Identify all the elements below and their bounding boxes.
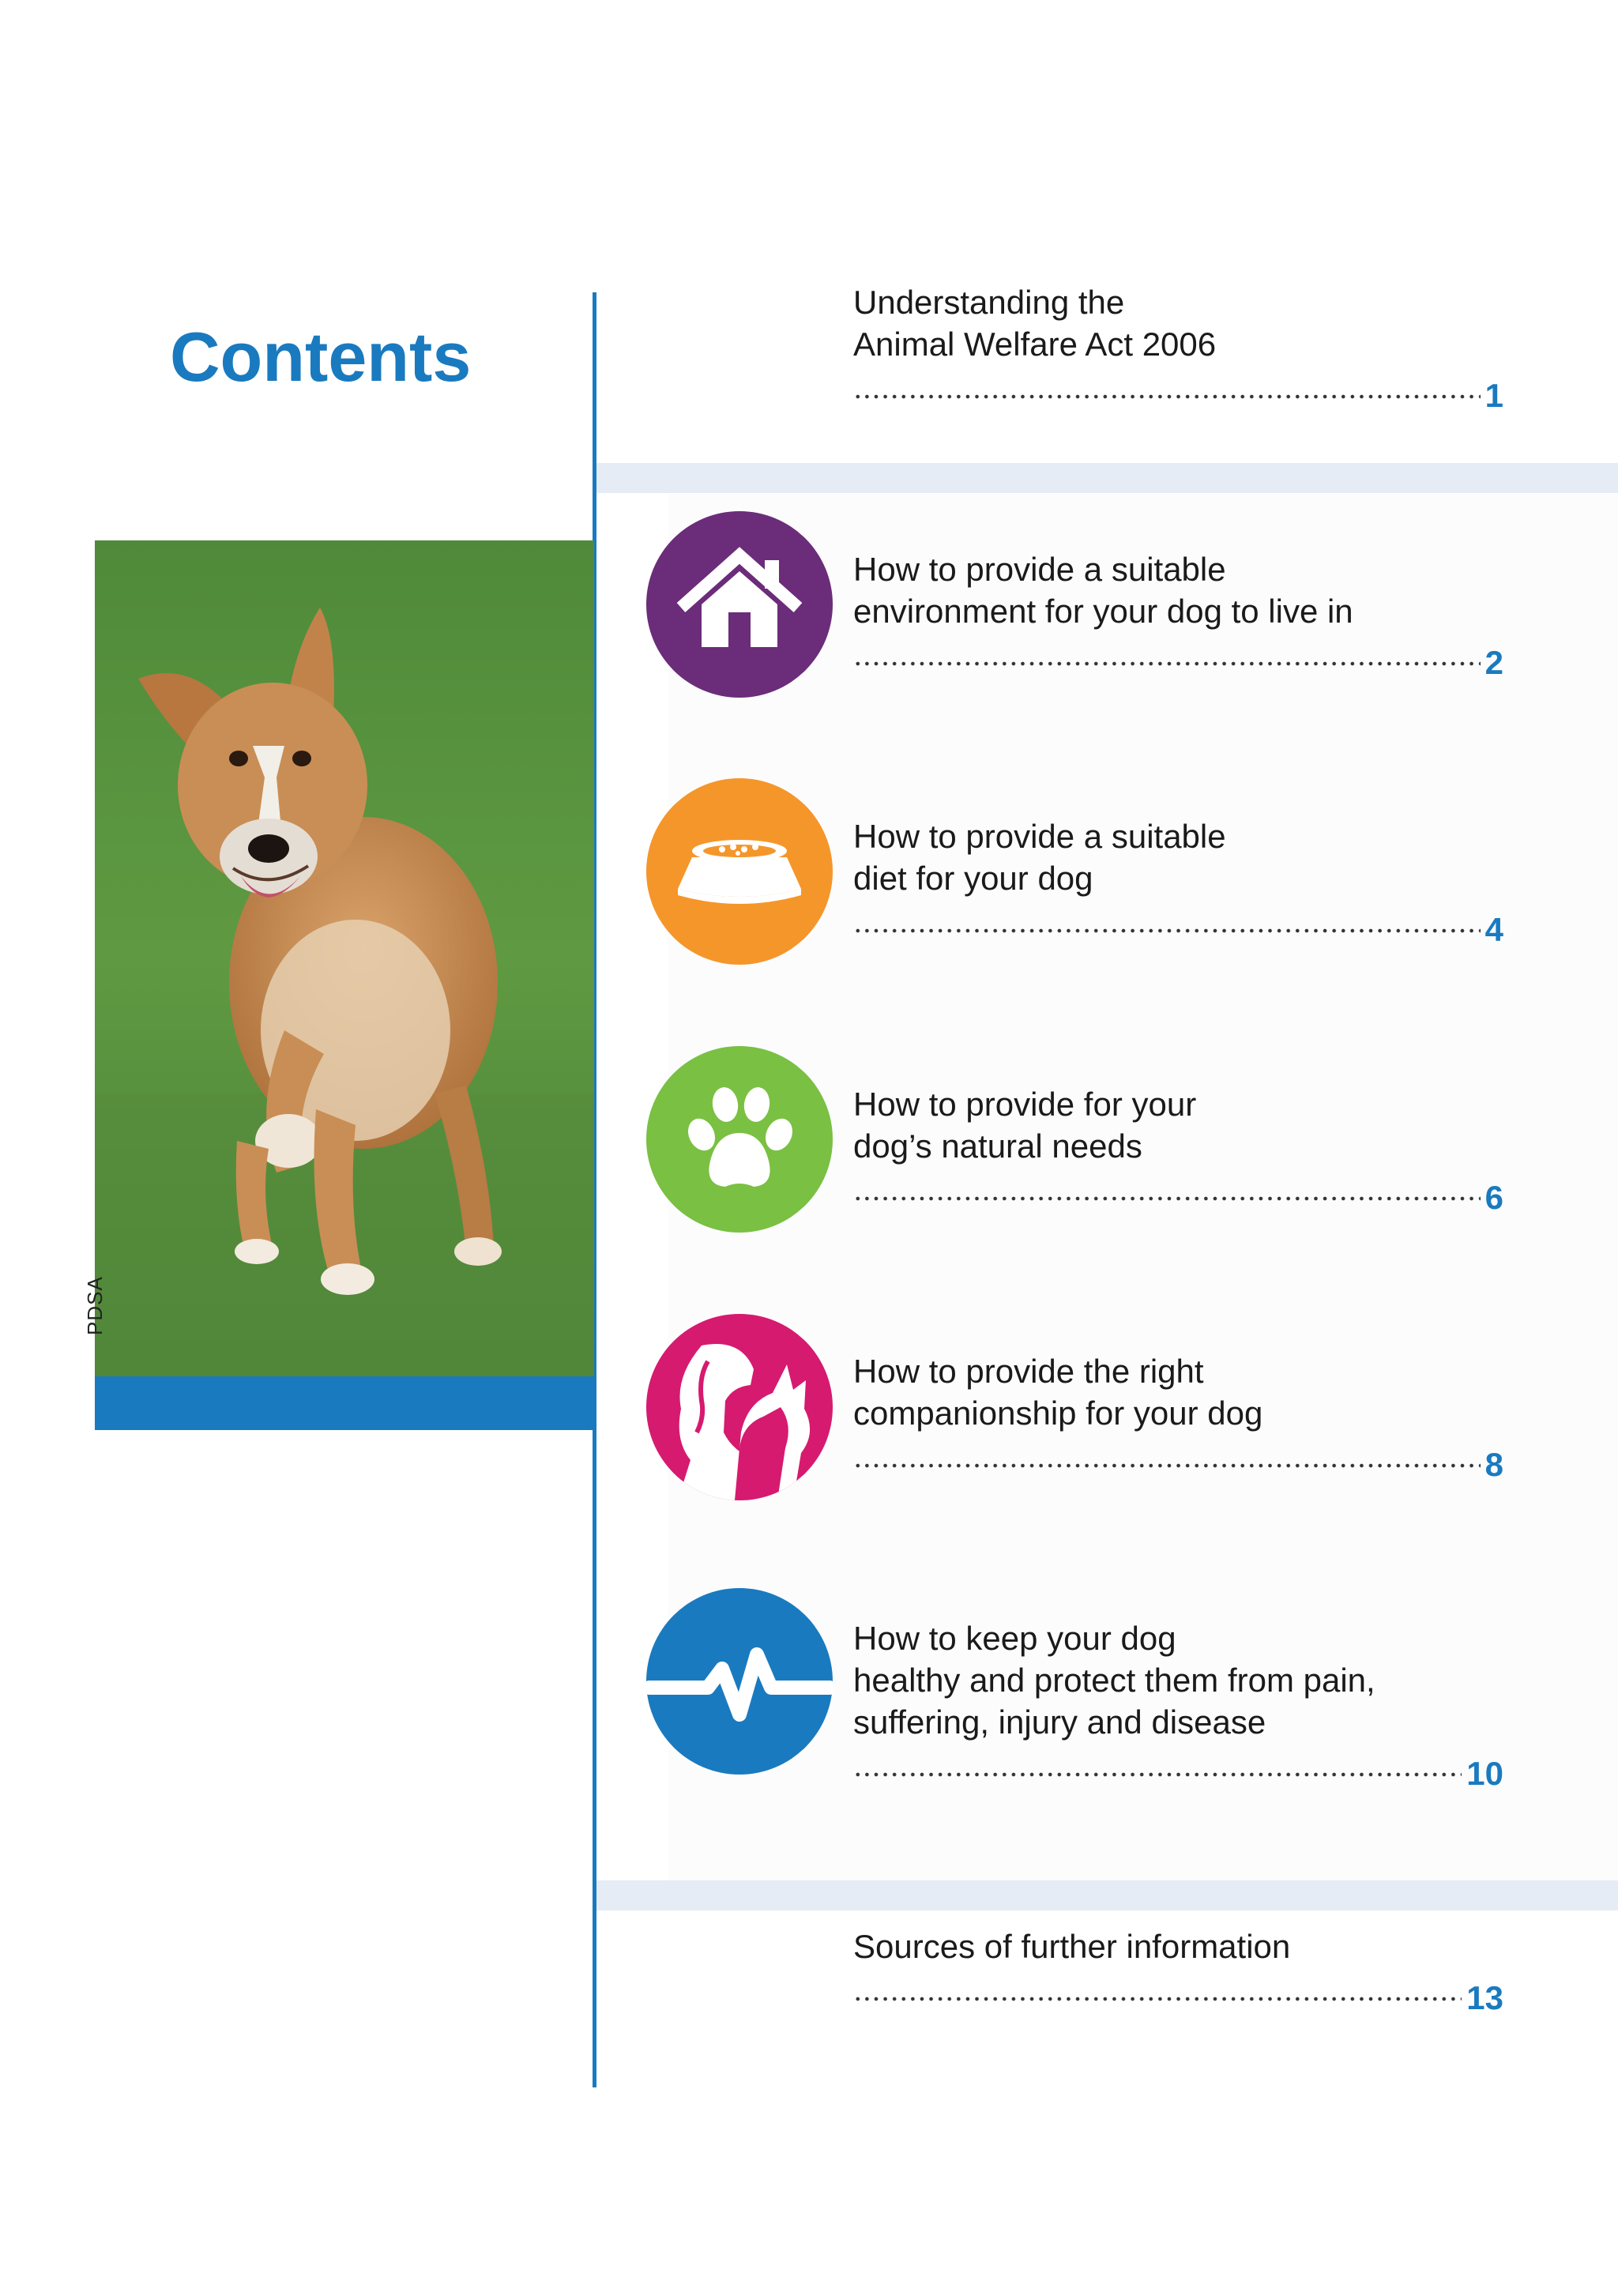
dog-photo: [95, 540, 594, 1376]
entry-label: Sources of further information: [853, 1928, 1291, 1965]
entry-label: companionship for your dog: [853, 1395, 1263, 1432]
page-number: 6: [1484, 1179, 1503, 1216]
photo-credit: PDSA: [83, 1276, 107, 1335]
food-bowl-icon: [646, 778, 833, 965]
entry-label: environment for your dog to live in: [853, 593, 1353, 630]
leader-dots: [853, 899, 1481, 941]
entry-label: healthy and protect them from pain,: [853, 1662, 1375, 1699]
leader-dots: [853, 1967, 1462, 2009]
leader-dots: [853, 1743, 1462, 1785]
photo-caption-bar: [95, 1376, 594, 1430]
entry-label: How to keep your dog: [853, 1620, 1176, 1657]
contents-entry[interactable]: [853, 548, 1503, 681]
contents-entry[interactable]: [853, 1617, 1503, 1792]
dot-leader: [853, 1167, 1503, 1216]
contents-entry[interactable]: [853, 815, 1503, 948]
entry-label: Animal Welfare Act 2006: [853, 326, 1217, 363]
leader-dots: [853, 1434, 1481, 1476]
house-icon: [646, 511, 833, 698]
heartbeat-icon: [646, 1588, 833, 1775]
contents-entry[interactable]: [853, 1083, 1503, 1216]
contents-entry[interactable]: [853, 1925, 1503, 2016]
section-divider-bottom: [596, 1880, 1618, 1910]
entry-label: How to provide the right: [853, 1353, 1204, 1390]
page-title: Contents: [170, 318, 472, 396]
entry-label: How to provide a suitable: [853, 551, 1226, 588]
entry-label: diet for your dog: [853, 860, 1093, 897]
page-number: 13: [1466, 1979, 1503, 2016]
paw-print-icon: [646, 1046, 833, 1233]
dot-leader: [853, 1434, 1503, 1483]
leader-dots: [853, 365, 1481, 407]
dot-leader: [853, 1967, 1503, 2016]
section-divider-top: [596, 463, 1618, 493]
companionship-icon: [646, 1314, 833, 1500]
entry-label: Understanding the: [853, 284, 1125, 321]
contents-entry[interactable]: [853, 281, 1503, 414]
page-number: 2: [1484, 644, 1503, 681]
page-number: 10: [1466, 1755, 1503, 1792]
page-number: 8: [1484, 1446, 1503, 1483]
dot-leader: [853, 899, 1503, 948]
entry-label: dog’s natural needs: [853, 1127, 1142, 1165]
entry-label: How to provide a suitable: [853, 818, 1226, 855]
dot-leader: [853, 365, 1503, 414]
entry-label: suffering, injury and disease: [853, 1703, 1266, 1741]
dot-leader: [853, 632, 1503, 681]
dot-leader: [853, 1743, 1503, 1792]
contents-entry[interactable]: [853, 1350, 1503, 1483]
page-number: 4: [1484, 911, 1503, 948]
entry-label: How to provide for your: [853, 1086, 1197, 1123]
page-number: 1: [1484, 377, 1503, 414]
leader-dots: [853, 632, 1481, 674]
leader-dots: [853, 1167, 1481, 1209]
